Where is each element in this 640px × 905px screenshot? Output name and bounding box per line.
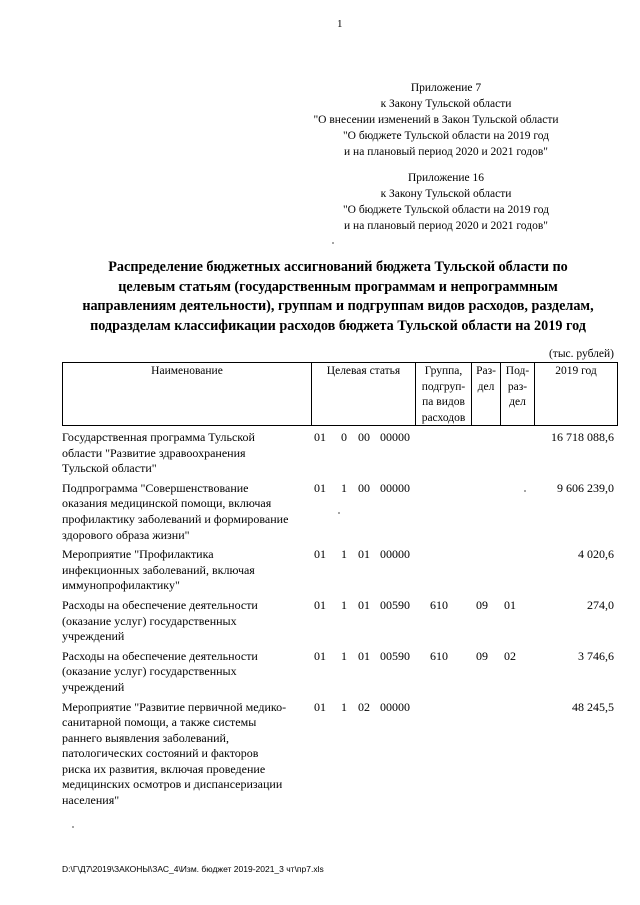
row-amount: 9 606 239,0 <box>557 480 614 495</box>
row-name-line: Мероприятие "Профилактика <box>62 547 214 562</box>
row-name-line: Тульской области" <box>62 461 157 476</box>
row-c3: 01 <box>358 648 370 663</box>
row-c2: 1 <box>341 597 347 612</box>
annex-7-line: "О внесении изменений в Закон Тульской области <box>313 114 559 126</box>
row-name-line: Расходы на обеспечение деятельности <box>62 648 258 663</box>
row-section: 09 <box>476 597 488 612</box>
scan-speck <box>338 512 340 514</box>
row-name <box>62 700 308 809</box>
header-section: Раз- дел <box>471 362 500 426</box>
row-c3: 01 <box>358 597 370 612</box>
row-c4: 00000 <box>380 547 410 562</box>
annex-16-line: и на плановый период 2020 и 2021 годов" <box>344 220 548 232</box>
row-section: 09 <box>476 648 488 663</box>
row-c2: 1 <box>341 480 347 495</box>
scan-speck <box>72 826 74 828</box>
row-name-line: области "Развитие здравоохранения <box>62 445 246 460</box>
table-row <box>62 481 618 543</box>
row-c2: 1 <box>341 699 347 714</box>
header-year: 2019 год <box>534 362 618 426</box>
header-group: Группа, подгруп- па видов расходов <box>415 362 471 426</box>
title-line: подразделам классификации расходов бюджета Тульской области на 2019 год <box>90 317 586 334</box>
header-target: Целевая статья <box>311 362 415 426</box>
row-c4: 00590 <box>380 648 410 663</box>
row-c3: 01 <box>358 547 370 562</box>
annex-16-line: "О бюджете Тульской области на 2019 год <box>342 204 550 216</box>
row-c4: 00000 <box>380 430 410 444</box>
row-name-line: Государственная программа Тульской <box>62 430 255 444</box>
row-c2: 0 <box>341 430 347 444</box>
row-name-line: патологических состояний и факторов <box>62 746 259 761</box>
table-row <box>62 598 618 645</box>
row-name-line: (оказание услуг) государственных <box>62 613 237 628</box>
row-c2: 1 <box>341 547 347 562</box>
row-name-line: (оказание услуг) государственных <box>62 664 237 679</box>
title-line: целевым статьям (государственным программам и непрограммным <box>118 278 558 295</box>
table-row <box>62 547 618 594</box>
annex-7-line: к Закону Тульской области <box>380 98 512 110</box>
row-c4: 00000 <box>380 699 410 714</box>
row-c1: 01 <box>314 597 326 612</box>
row-c1: 01 <box>314 480 326 495</box>
row-c4: 00590 <box>380 597 410 612</box>
row-c1: 01 <box>314 547 326 562</box>
annex-7-line: и на плановый период 2020 и 2021 годов" <box>344 146 548 158</box>
row-name-line: учреждений <box>62 629 125 644</box>
file-path-footer: D:\Г\Д7\2019\ЗАКОНЫ\ЗАС_4\Изм. бюджет 2019-2021_3 чт\пр7.xls <box>62 864 324 874</box>
row-name-line: иммунопрофилактику" <box>62 578 180 593</box>
row-c1: 01 <box>314 699 326 714</box>
row-name-line: здорового образа жизни" <box>62 527 190 542</box>
annex-7-line: Приложение 7 <box>410 82 482 94</box>
row-name-line: раннего выявления заболеваний, <box>62 730 229 745</box>
title-line: Распределение бюджетных ассигнований бюджета Тульской области по <box>108 259 568 275</box>
row-amount: 4 020,6 <box>578 547 614 562</box>
row-c1: 01 <box>314 648 326 663</box>
row-c3: 00 <box>358 430 370 444</box>
row-amount: 3 746,6 <box>578 648 614 663</box>
row-subsection: 01 <box>504 597 516 612</box>
annex-7-line: "О бюджете Тульской области на 2019 год <box>342 130 550 142</box>
row-amount: 48 245,5 <box>572 699 614 714</box>
row-subsection: 02 <box>504 648 516 663</box>
row-name <box>62 430 308 477</box>
annex-16-block <box>316 170 576 234</box>
row-name-line: риска их развития, включая проведение <box>62 761 266 776</box>
row-amount: 274,0 <box>587 597 614 612</box>
row-name-line: инфекционных заболеваний, включая <box>62 562 255 577</box>
table-header <box>62 362 618 426</box>
row-name-line: оказания медицинской помощи, включая <box>62 496 272 511</box>
row-name <box>62 481 308 543</box>
row-group: 610 <box>430 648 448 663</box>
row-name-line: населения" <box>62 793 120 808</box>
page-number: 1 <box>337 18 343 30</box>
table-row <box>62 430 618 477</box>
row-name-line: учреждений <box>62 679 125 694</box>
row-name-line: санитарной помощи, а также системы <box>62 715 257 730</box>
row-name-line: Расходы на обеспечение деятельности <box>62 597 258 612</box>
units-label: (тыс. рублей) <box>548 348 614 360</box>
row-name <box>62 598 308 645</box>
document-title <box>58 258 618 336</box>
table-row <box>62 649 618 696</box>
header-name: Наименование <box>62 362 311 426</box>
row-name-line: Мероприятие "Развитие первичной медико- <box>62 699 287 714</box>
row-amount: 16 718 088,6 <box>551 430 614 444</box>
annex-16-line: к Закону Тульской области <box>380 188 512 200</box>
row-name-line: профилактику заболеваний и формирование <box>62 511 289 526</box>
row-c3: 00 <box>358 480 370 495</box>
annex-7-block <box>313 80 576 160</box>
row-c2: 1 <box>341 648 347 663</box>
row-c4: 00000 <box>380 480 410 495</box>
row-group: 610 <box>430 597 448 612</box>
row-name-line: медицинских осмотров и диспансеризации <box>62 777 283 792</box>
table-body <box>62 430 618 813</box>
annex-16-line: Приложение 16 <box>407 172 485 184</box>
row-name <box>62 547 308 594</box>
row-c3: 02 <box>358 699 370 714</box>
header-subsection: Под- раз- дел <box>500 362 534 426</box>
scan-speck <box>524 490 526 492</box>
scan-speck <box>332 242 334 244</box>
row-name <box>62 649 308 696</box>
row-c1: 01 <box>314 430 326 444</box>
table-row <box>62 700 618 809</box>
row-name-line: Подпрограмма "Совершенствование <box>62 480 249 495</box>
title-line: направлениям деятельности), группам и подгруппам видов расходов, разделам, <box>82 298 594 314</box>
